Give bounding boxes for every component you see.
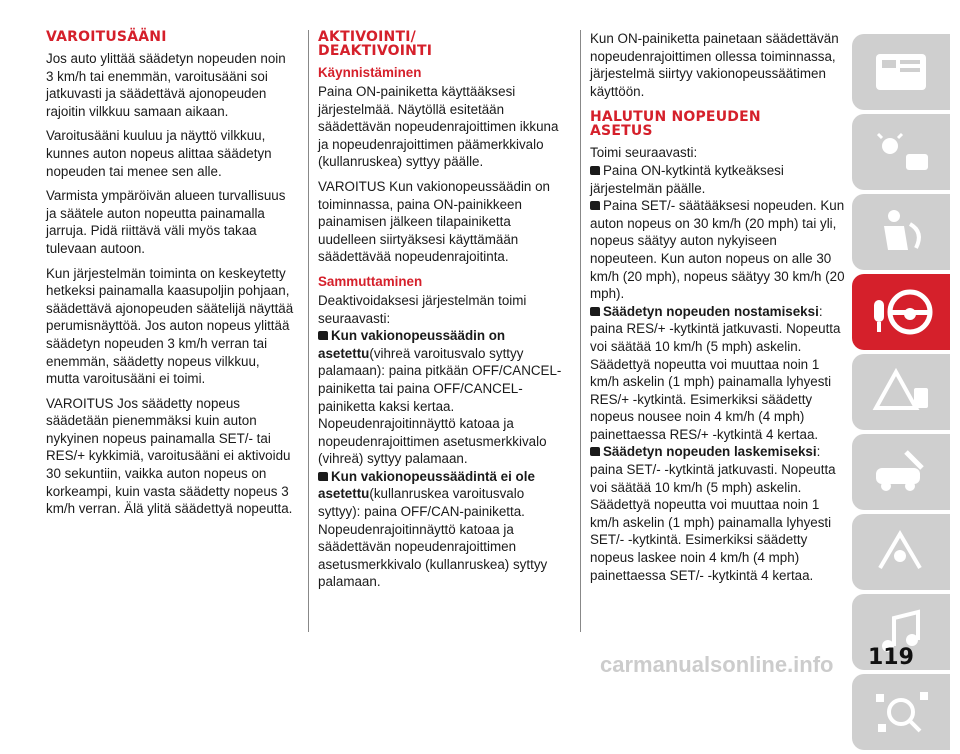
technical-data-icon xyxy=(866,524,936,580)
dashboard-icon xyxy=(866,44,936,100)
paragraph: VAROITUS Jos säädetty nopeus säädetään pienemmäksi kuin auton nykyinen nopeus painamalla SET/- tai RES/+ kykkimiä, varoitusääni ei aktivoidu 30 sekuntiin, vaikka auton nopeus on korkeampi, kuin vasta säädetty nopeus 3 km/h verran. Älä ylitä säädettyä nopeutta. xyxy=(46,395,293,517)
steering-wheel-key-icon xyxy=(866,284,936,340)
column-3 xyxy=(590,30,845,591)
paragraph: Varoitusääni kuuluu ja näyttö vilkkuu, kunnes auton nopeus alittaa säädetyn nopeuden tai menee sen alle. xyxy=(46,128,272,179)
wrench-car-icon xyxy=(866,444,936,500)
tab-index[interactable] xyxy=(852,674,950,750)
watermark: carmanualsonline.info xyxy=(600,652,834,677)
paragraph: Toimi seuraavasti: xyxy=(590,145,698,161)
warning-triangle-icon xyxy=(866,364,936,420)
bullet-item: Säädetyn nopeuden nostamiseksi: paina RES/+ -kytkintä jatkuvasti. Nopeutta voi säätää 10 km/h (5 mph) askelin. Säädettyä nopeutta voi muuttaa noin 1 km/h askelin (1 mph) painamalla lyhyesti RES/+ -kytkintä. Esimerkiksi säädetty nopeus nousee noin 4 km/h (4 mph) painettaessa RES/+ -kytkintä 4 kertaa. xyxy=(590,303,845,444)
heading-aktivointi: AKTIVOINTI/ DEAKTIVOINTI xyxy=(318,29,433,59)
column-divider xyxy=(580,30,581,632)
safety-seat-icon xyxy=(866,204,936,260)
paragraph: Kun ON-painiketta painetaan säädettävän nopeudenrajoittimen ollessa toiminnassa, järjestelmä siirtyy vakionopeussäätimen käyttöön. xyxy=(590,31,839,99)
paragraph: Kun järjestelmän toiminta on keskeytetty hetkeksi painamalla kaasupoljin pohjaan, säädettävä ajonopeuden säätelijä näyttää perumisnäyttöä. Jos auton nopeus ylittää säädetyn nopeuden 3 km/h verran tai enemmän, säädetty nopeus vilkkuu, mutta varoitusääni ei toimi. xyxy=(46,265,294,387)
paragraph: Jos auto ylittää säädetyn nopeuden noin 3 km/h tai enemmän, varoitusääni soi jatkuvasti ja säädettävä ajonopeuden rajoitin vilkkuu samaan aikaan. xyxy=(46,51,286,119)
paragraph: VAROITUS Kun vakionopeussäädin on toiminnassa, paina ON-painikkeen painamisen jälkeen tilapainiketta uudelleen siirtyäksesi käyttämään säädettävää nopeudenrajoitinta. xyxy=(318,178,550,265)
bullet-item: Paina ON-kytkintä kytkeäksesi järjestelmän päälle. xyxy=(590,162,845,197)
heading-halutun-nopeuden-asetus: HALUTUN NOPEUDEN ASETUS xyxy=(590,109,761,140)
paragraph: Varmista ympäröivän alueen turvallisuus ja säätele auton nopeutta painamalla jarruja. Pidä riittävä väli myös takaa tulevaan autoon. xyxy=(46,188,286,256)
tab-safety[interactable] xyxy=(852,194,950,270)
bullet-item: Kun vakionopeussäädintä ei ole asetettu(kullanruskea varoitusvalo syttyy): paina OFF/CAN-painiketta. Nopeudenrajoitinnäyttö katoaa ja säädettävän nopeudenrajoittimen asetusmerkkivalo (kullanruskea) syttyy palamaan. xyxy=(318,468,568,591)
heading-varoitusaani: VAROITUSÄÄNI xyxy=(46,29,167,45)
column-divider xyxy=(308,30,309,632)
bullet-item: Kun vakionopeussäädin on asetettu(vihreä varoitusvalo syttyy palamaan): paina pitkään OFF/CANCEL-painiketta tai paina OFF/CANCEL-painiketta kaksi kertaa. Nopeudenrajoitinnäyttö katoaa ja nopeudenrajoittimen asetusmerkkivalo (vihreä) syttyy palamaan. xyxy=(318,327,568,468)
page-number: 119 xyxy=(868,645,914,670)
tab-lights[interactable] xyxy=(852,114,950,190)
tab-starting-driving[interactable] xyxy=(852,274,950,350)
column-1 xyxy=(46,30,296,525)
subheading-kaynnistaminen: Käynnistäminen xyxy=(318,65,422,80)
paragraph: Paina ON-painiketta käyttääksesi järjestelmää. Näytöllä esitetään säädettävän nopeudenrajoittimen ikkuna ja nopeudenrajoittimen päämerkkivalo (kullanruskea) syttyy päälle. xyxy=(318,84,559,170)
tab-maintenance[interactable] xyxy=(852,434,950,510)
warning-lights-icon xyxy=(866,124,936,180)
tab-technical-data[interactable] xyxy=(852,514,950,590)
bullet-item: Säädetyn nopeuden laskemiseksi: paina SET/- -kytkintä jatkuvasti. Nopeutta voi säätää 10 km/h (5 mph) askelin. Säädettyä nopeutta voi muuttaa noin 1 km/h askelin (1 mph) painamalla lyhyesti SET/- -kytkintä. Esimerkiksi säädetty nopeus laskee noin 4 km/h (4 mph) painettaessa SET/- -kytkintä 4 kertaa. xyxy=(590,443,845,584)
tab-dashboard[interactable] xyxy=(852,34,950,110)
paragraph: Deaktivoidaksesi järjestelmän toimi seuraavasti: xyxy=(318,292,527,326)
bullet-item: Paina SET/- säätääksesi nopeuden. Kun auton nopeus on 30 km/h (20 mph) tai yli, nopeus säätyy auton nykyiseen nopeuteen. Kun auton nopeus on alle 30 km/h (20 mph), nopeus säätyy 30 km/h (20 mph). xyxy=(590,198,845,302)
index-letters-icon xyxy=(866,684,936,740)
column-2 xyxy=(318,30,568,598)
subheading-sammuttaminen: Sammuttaminen xyxy=(318,273,423,289)
tab-emergency[interactable] xyxy=(852,354,950,430)
